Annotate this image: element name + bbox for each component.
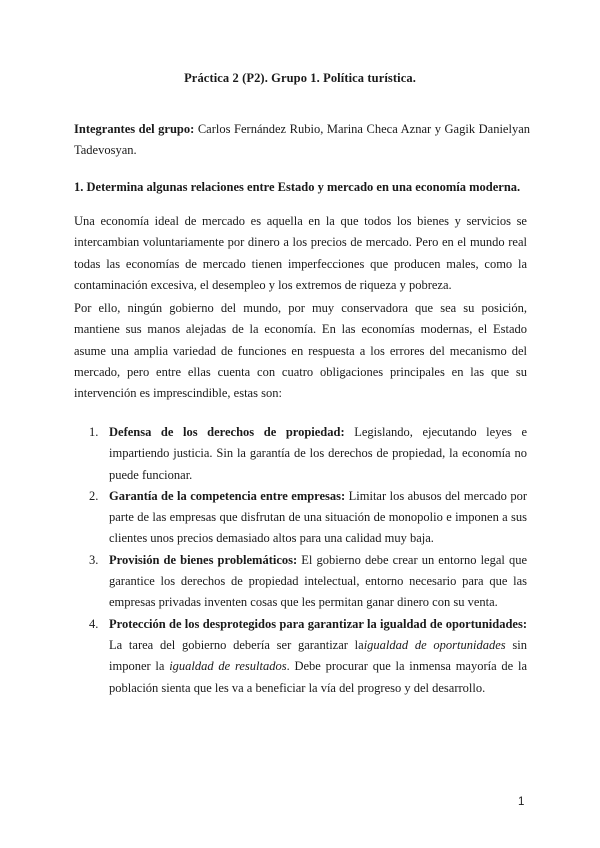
list-item-lead: Protección de los desprotegidos para garantizar la igualdad de oportunidades: — [109, 616, 527, 631]
list-item-lead: Provisión de bienes problemáticos: — [109, 552, 298, 567]
paragraph-2: Por ello, ningún gobierno del mundo, por muy conservadora que sea su posición, mantiene sus manos alejadas de la economía. En las economías modernas, el Estado asume una amplia variedad de funciones en respuesta a los errores del mecanismo del mercado, pero entre ellas cuenta con cuatro obligaciones principales en las que su intervención es imprescindible, estas son: — [74, 301, 527, 401]
group-members — [74, 119, 530, 161]
group-members-names: Carlos Fernández Rubio, Marina Checa Aznar y Gagik Danielyan Tadevosyan. — [74, 122, 530, 157]
group-members-label: Integrantes del grupo: — [74, 122, 195, 136]
page-number: 1 — [518, 796, 525, 808]
list-item — [89, 422, 527, 486]
list-item-number: 3. — [89, 552, 99, 567]
list-item-text: sin imponer la — [109, 637, 527, 674]
paragraph-1: Una economía ideal de mercado es aquella en la que todos los bienes y servicios se intercambian voluntariamente por dinero a los precios de mercado. Pero en el mundo real todas las economías de mercado tienen imperfecciones que producen males, como la contaminación excesiva, el desempleo y los extremos de riqueza y pobreza. — [74, 214, 527, 292]
list-item-lead: Garantía de la competencia entre empresas: — [109, 488, 346, 503]
document-title: Práctica 2 (P2). Grupo 1. Política turística. — [184, 71, 416, 85]
list-item-number: 2. — [89, 488, 99, 503]
list-item-text: Limitar los abusos del mercado por parte de las empresas que disfrutan de una situación de monopolio e imponen a sus clientes unos precios demasiado altos para una calidad muy baja. — [109, 488, 527, 546]
section-heading: 1. Determina algunas relaciones entre Estado y mercado en una economía moderna. — [74, 180, 521, 194]
list-item-text: El gobierno debe crear un entorno legal que garantice los derechos de propiedad intelectual, entorno necesario para que las empresas privadas inventen cosas que les permitan ganar dinero con su venta. — [109, 552, 527, 610]
list-item-text: . Debe procurar que la inmensa mayoría de la población sienta que les va a beneficiar la vía del progreso y del desarrollo. — [109, 659, 527, 695]
list-item-text: La tarea del gobierno debería ser garantizar la — [109, 637, 364, 652]
italic-phrase: igualdad de oportunidades — [363, 637, 506, 652]
list-item-text: Legislando, ejecutando leyes e impartiendo justicia. Sin la garantía de los derechos de propiedad, la economía no puede funcionar. — [109, 425, 527, 482]
list-item-number: 4. — [89, 616, 99, 631]
list-item — [89, 614, 527, 699]
obligations-list — [89, 422, 527, 699]
italic-phrase: igualdad de resultados — [169, 659, 287, 674]
list-item-lead: Defensa de los derechos de propiedad: — [109, 425, 345, 439]
list-item-number: 1. — [89, 425, 99, 439]
list-item — [89, 550, 527, 614]
list-item — [89, 486, 527, 550]
